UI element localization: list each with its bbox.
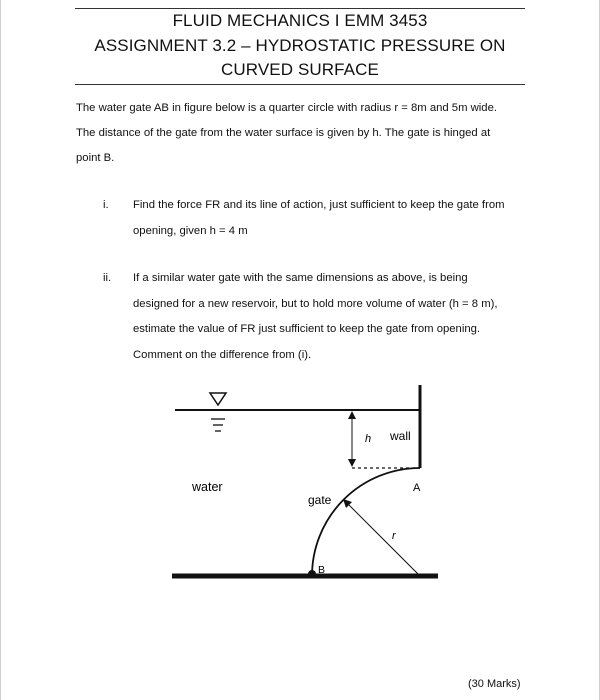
radius-line [347, 503, 420, 576]
h-arrow-top [348, 411, 356, 419]
gate-label: gate [308, 493, 332, 507]
assignment-title: ASSIGNMENT 3.2 – HYDROSTATIC PRESSURE ON [94, 36, 506, 55]
question-2-number: ii. [103, 272, 112, 284]
assignment-subtitle: CURVED SURFACE [221, 60, 379, 79]
free-surface-triangle-icon [210, 393, 226, 405]
question-2-line-1: If a similar water gate with the same dimensions as above, is being [133, 272, 468, 284]
marks-label: (30 Marks) [468, 678, 521, 690]
intro-line-2: The distance of the gate from the water surface is given by h. The gate is hinged at [76, 127, 491, 139]
question-2-line-2: designed for a new reservoir, but to hold more volume of water (h = 8 m), [133, 297, 498, 310]
question-1-line-2: opening, given h = 4 m [133, 224, 248, 237]
water-label: water [192, 480, 223, 494]
h-arrow-bottom [348, 459, 356, 467]
intro-line-3: point B. [76, 152, 115, 164]
intro-line-1: The water gate AB in figure below is a quarter circle with radius r = 8m and 5m wide. [76, 102, 498, 114]
hinge-b [308, 570, 316, 578]
question-2-line-3: estimate the value of FR just sufficient to keep the gate from opening. [133, 323, 481, 335]
question-1-number: i. [103, 199, 109, 211]
wall-label: wall [390, 429, 411, 443]
point-a-label: A [413, 482, 421, 494]
question-1-line-1: Find the force FR and its line of action, just sufficient to keep the gate from [133, 199, 505, 211]
point-b-label: B [318, 564, 326, 576]
question-2-line-4: Comment on the difference from (i). [133, 348, 312, 361]
h-label: h [365, 433, 372, 445]
r-label: r [392, 530, 396, 542]
course-title: FLUID MECHANICS I EMM 3453 [172, 11, 428, 30]
